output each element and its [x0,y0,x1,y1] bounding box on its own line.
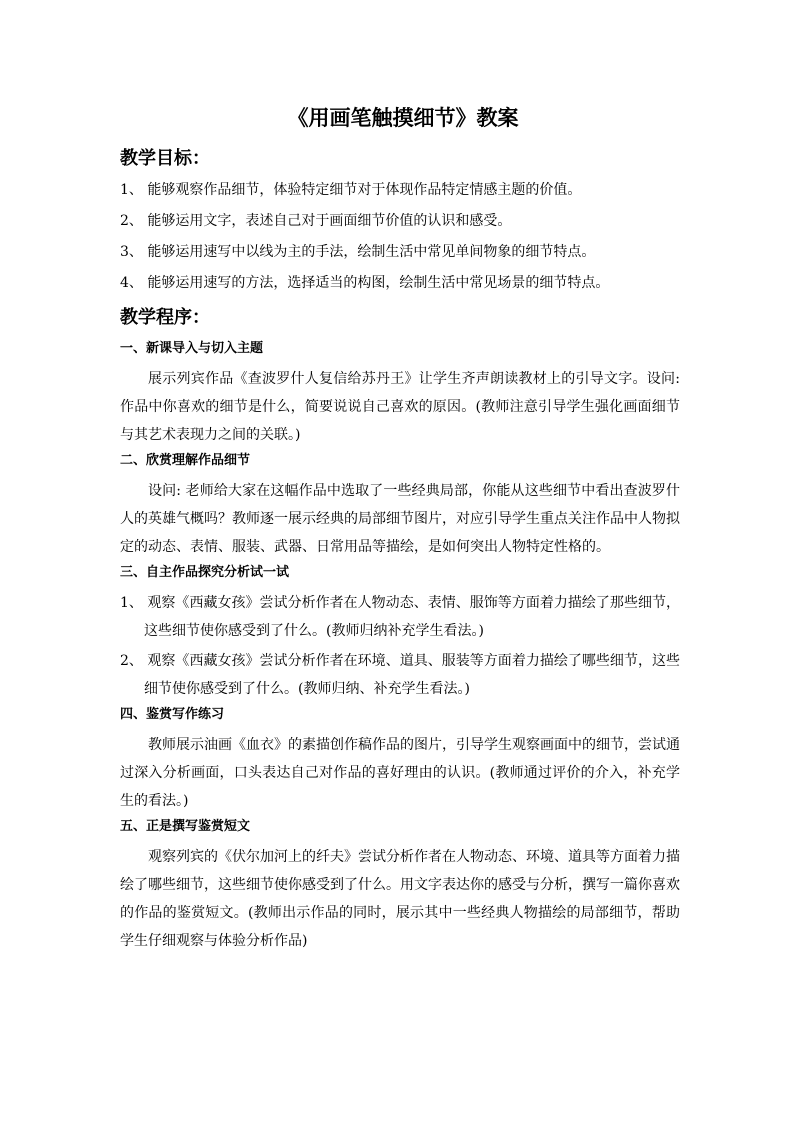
section-list-item: 1、 观察《西藏女孩》尝试分析作者在人物动态、表情、服饰等方面着力描绘了那些细节，这些细节使你感受到了什么。(教师归纳补充学生看法。) [120,595,680,639]
objective-item: 1、 能够观察作品细节，体验特定细节对于体现作品特定情感主题的价值。 [120,182,582,198]
section-heading: 四、鉴赏写作练习 [120,707,225,722]
objectives-heading: 教学目标： [120,148,210,169]
section-5 [120,817,680,955]
section-heading: 五、正是撰写鉴赏短文 [120,819,251,834]
objective-item: 3、 能够运用速写中以线为主的手法，绘制生活中常见单间物象的细节特点。 [120,244,596,260]
section-list-item: 2、 观察《西藏女孩》尝试分析作者在环境、道具、服装等方面着力描绘了哪些细节，这些细节使你感受到了什么。(教师归纳、补充学生看法。) [120,653,680,697]
section-paragraph: 展示列宾作品《查波罗什人复信给苏丹王》让学生齐声朗读教材上的引导文字。设问:作品中你喜欢的细节是什么，简要说说自己喜欢的原因。(教师注意引导学生强化画面细节与其艺术表现力之间的关联。) [120,371,680,443]
objective-item: 4、 能够运用速写的方法，选择适当的构图，绘制生活中常见场景的细节特点。 [120,275,610,291]
section-paragraph: 观察列宾的《伏尔加河上的纤夫》尝试分析作者在人物动态、环境、道具等方面着力描绘了哪些细节，这些细节使你感受到了什么。用文字表达你的感受与分析，撰写一篇你喜欢的作品的鉴赏短文。(教师出示作品的同时，展示其中一些经典人物描绘的局部细节，帮助学生仔细观察与体验分析作品) [120,849,680,949]
procedure-heading: 教学程序： [120,307,210,328]
section-heading: 二、欣赏理解作品细节 [120,453,251,468]
section-1 [120,339,680,449]
objective-item: 2、 能够运用文字，表述自己对于画面细节价值的认识和感受。 [120,213,512,229]
section-4 [120,705,680,815]
document-title: 《用画笔触摸细节》教案 [287,105,519,130]
section-paragraph: 教师展示油画《血衣》的素描创作稿作品的图片，引导学生观察画面中的细节，尝试通过深入分析画面，口头表达自己对作品的喜好理由的认识。(教师通过评价的介入，补充学生的看法。) [120,737,680,809]
objectives-list [120,180,680,293]
document-body [120,104,680,957]
section-heading: 一、新课导入与切入主题 [120,341,264,356]
section-paragraph: 设问: 老师给大家在这幅作品中选取了一些经典局部，你能从这些细节中看出查波罗什人的英雄气概吗？教师逐一展示经典的局部细节图片，对应引导学生重点关注作品中人物拟定的动态、表情、服装、武器、日常用品等描绘，是如何突出人物特定性格的。 [120,483,680,555]
section-heading: 三、自主作品探究分析试一试 [120,565,290,580]
section-3 [120,563,680,703]
section-2 [120,451,680,561]
